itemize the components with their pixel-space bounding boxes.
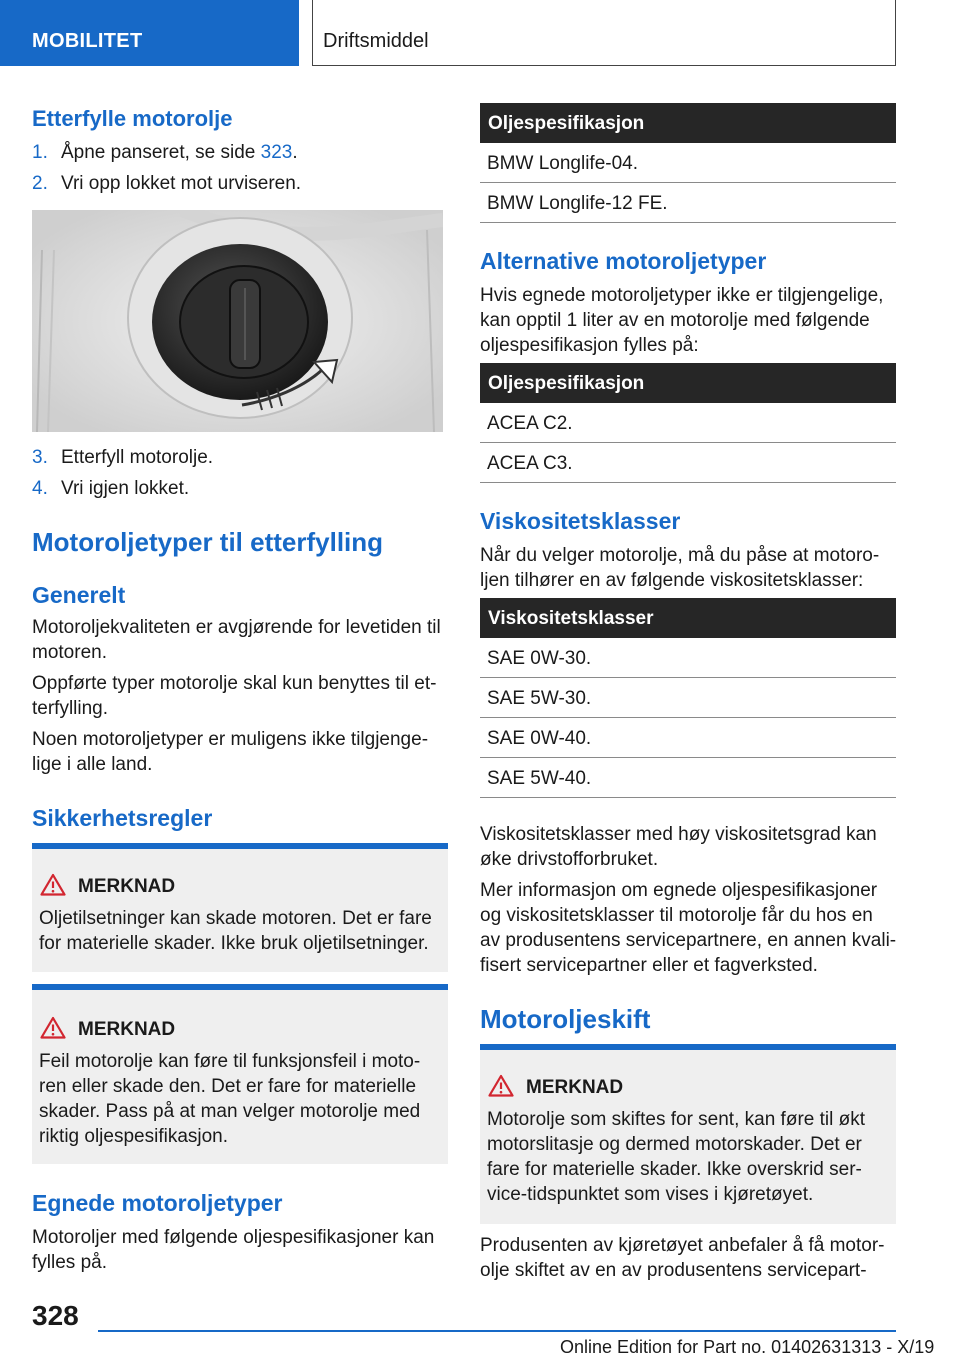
text-line: Hvis egnede motoroljetyper ikke er tilgjengelige, bbox=[480, 285, 884, 306]
note-box bbox=[32, 984, 448, 1164]
warning-icon bbox=[40, 1016, 66, 1039]
text-line: riktig oljespesifikasjon. bbox=[39, 1126, 229, 1147]
viscosity-info-text bbox=[480, 822, 900, 978]
table-row: ACEA C3. bbox=[480, 443, 896, 483]
note-text bbox=[487, 1107, 865, 1207]
text-line: kan opptil 1 liter av en motorolje med følgende bbox=[480, 310, 870, 331]
heading-suitable: Egnede motoroljetyper bbox=[32, 1190, 283, 1216]
step-text: Vri opp lokket mot urviseren. bbox=[61, 173, 302, 194]
heading-oil-change: Motoroljeskift bbox=[480, 1004, 651, 1034]
table-header: Viskositetsklasser bbox=[480, 598, 896, 638]
footer-divider bbox=[98, 1330, 896, 1332]
step-text: Åpne panseret, se side bbox=[61, 142, 261, 163]
text-line: Produsenten av kjøretøyet anbefaler å få motor‐ bbox=[480, 1235, 885, 1256]
table-row: BMW Longlife-04. bbox=[480, 143, 896, 183]
step-number: 2. bbox=[32, 173, 48, 194]
text-line: Mer informasjon om egnede oljespesifikasjoner bbox=[480, 880, 878, 901]
text-line: vice-tidspunktet som vises i kjøretøyet. bbox=[487, 1184, 814, 1205]
heading-alternative: Alternative motoroljetyper bbox=[480, 248, 767, 274]
step-number: 4. bbox=[32, 478, 48, 499]
table-row: SAE 5W-40. bbox=[480, 758, 896, 798]
table-row: BMW Longlife-12 FE. bbox=[480, 183, 896, 223]
text-line: Når du velger motorolje, må du påse at motoro‐ bbox=[480, 545, 880, 566]
text-line: olje skiftet av en av produsentens servicepart‐ bbox=[480, 1260, 867, 1281]
text-line: Motoroljer med følgende oljespesifikasjoner kan bbox=[32, 1227, 435, 1248]
chapter-title: Driftsmiddel bbox=[323, 30, 429, 52]
text-line: øke drivstofforbruket. bbox=[480, 849, 659, 870]
table-row: SAE 5W-30. bbox=[480, 678, 896, 718]
text-line: oljespesifikasjon fylles på: bbox=[480, 335, 699, 356]
text-line: fare for materielle skader. Ikke overskrid ser‐ bbox=[487, 1159, 862, 1180]
step-4 bbox=[32, 476, 189, 501]
note-box bbox=[480, 1044, 896, 1224]
note-box bbox=[32, 843, 448, 972]
step-text-end: . bbox=[292, 142, 298, 163]
text-line: ren eller skade den. Det er fare for materielle bbox=[39, 1076, 417, 1097]
note-title: MERKNAD bbox=[78, 876, 176, 897]
warning-icon bbox=[488, 1074, 514, 1097]
text-line: terfylling. bbox=[32, 698, 109, 719]
table-header: Oljespesifikasjon bbox=[480, 363, 896, 403]
text-line: motoren. bbox=[32, 642, 107, 663]
page-header bbox=[0, 0, 960, 66]
text-line: motorslitasje og dermed motorskader. Det er bbox=[487, 1134, 862, 1155]
text-line: fylles på. bbox=[32, 1252, 107, 1273]
text-line: Oppførte typer motorolje skal kun benyttes til et‐ bbox=[32, 673, 437, 694]
heading-safety: Sikkerhetsregler bbox=[32, 805, 213, 831]
page-link[interactable]: 323 bbox=[260, 142, 293, 163]
closing-text bbox=[480, 1233, 900, 1283]
table-row: ACEA C2. bbox=[480, 403, 896, 443]
step-number: 1. bbox=[32, 142, 48, 163]
viscosity-text bbox=[480, 543, 900, 593]
text-line: lige i alle land. bbox=[32, 754, 153, 775]
text-line: Feil motorolje kan føre til funksjonsfeil i moto‐ bbox=[39, 1051, 421, 1072]
oil-cap-illustration bbox=[32, 210, 443, 432]
suitable-text bbox=[32, 1225, 452, 1275]
heading-oil-types: Motoroljetyper til etterfylling bbox=[32, 527, 384, 557]
general-text bbox=[32, 615, 452, 777]
note-text bbox=[39, 906, 432, 956]
text-line: Oljetilsetninger kan skade motoren. Det er fare bbox=[39, 908, 432, 929]
warning-icon bbox=[40, 873, 66, 896]
step-2 bbox=[32, 171, 301, 196]
text-line: Motoroljekvaliteten er avgjørende for levetiden til bbox=[32, 617, 441, 638]
section-tab: MOBILITET bbox=[0, 0, 299, 66]
text-line: ljen tilhører en av følgende viskositetsklasser: bbox=[480, 570, 864, 591]
text-line: skader. Pass på at man velger motorolje med bbox=[39, 1101, 421, 1122]
table-header: Oljespesifikasjon bbox=[480, 103, 896, 143]
table-row: SAE 0W-40. bbox=[480, 718, 896, 758]
text-line: Noen motoroljetyper er muligens ikke tilgjenge‐ bbox=[32, 729, 429, 750]
note-text bbox=[39, 1049, 420, 1149]
text-line: og viskositetsklasser til motorolje får du hos en bbox=[480, 905, 873, 926]
step-3 bbox=[32, 445, 213, 470]
note-title: MERKNAD bbox=[78, 1019, 176, 1040]
text-line: Motorolje som skiftes for sent, kan føre til økt bbox=[487, 1109, 865, 1130]
heading-refill: Etterfylle motorolje bbox=[32, 106, 233, 131]
alternative-text bbox=[480, 283, 900, 358]
heading-viscosity: Viskositetsklasser bbox=[480, 508, 681, 534]
step-text: Vri igjen lokket. bbox=[61, 478, 190, 499]
step-text: Etterfyll motorolje. bbox=[61, 447, 214, 468]
step-1 bbox=[32, 140, 298, 165]
page-number: 328 bbox=[32, 1300, 79, 1331]
edition-text: Online Edition for Part no. 01402631313 - X/19 bbox=[560, 1337, 935, 1357]
text-line: for materielle skader. Ikke bruk oljetilsetninger. bbox=[39, 933, 429, 954]
text-line: Viskositetsklasser med høy viskositetsgrad kan bbox=[480, 824, 877, 845]
text-line: fisert servicepartner eller et fagverksted. bbox=[480, 955, 818, 976]
note-title: MERKNAD bbox=[526, 1077, 624, 1098]
step-number: 3. bbox=[32, 447, 48, 468]
heading-general: Generelt bbox=[32, 582, 126, 608]
text-line: av produsentens servicepartnere, en annen kvali‐ bbox=[480, 930, 897, 951]
table-row: SAE 0W-30. bbox=[480, 638, 896, 678]
